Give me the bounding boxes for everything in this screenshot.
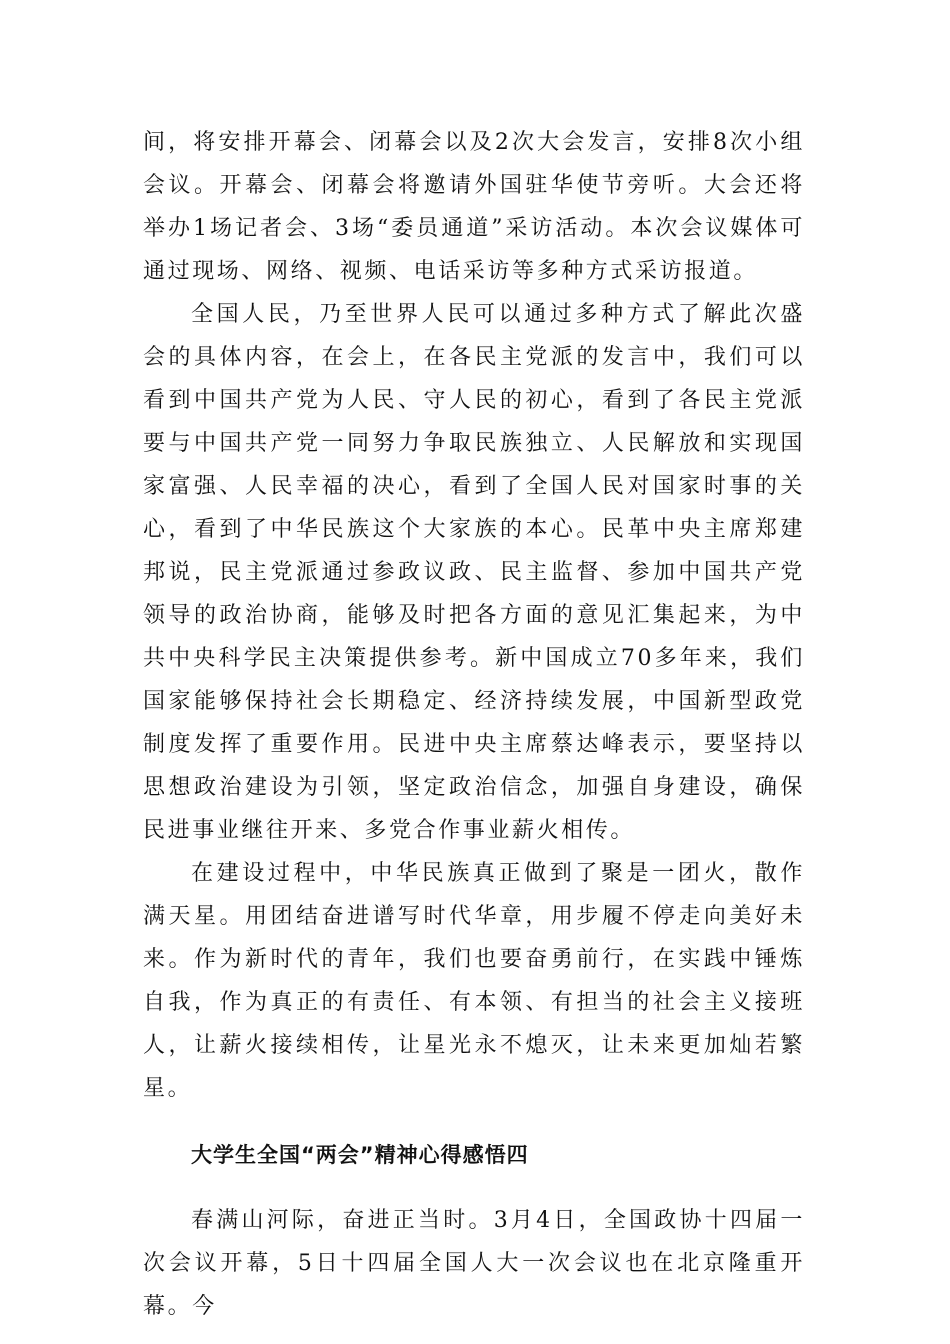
paragraph-section-four: 春满山河际，奋进正当时。3月4日，全国政协十四届一次会议开幕，5日十四届全国人大一次会议也在北京隆重开幕。今 — [143, 1208, 805, 1319]
document-body — [143, 121, 805, 1328]
paragraph-continuation: 间，将安排开幕会、闭幕会以及2次大会发言，安排8次小组会议。开幕会、闭幕会将邀请外国驻华使节旁听。大会还将举办1场记者会、3场“委员通道”采访活动。本次会议媒体可通过现场、网络、视频、电话采访等多种方式采访报道。 — [143, 130, 805, 284]
paragraph-democratic-parties: 全国人民，乃至世界人民可以通过多种方式了解此次盛会的具体内容，在会上，在各民主党派的发言中，我们可以看到中国共产党为人民、守人民的初心，看到了各民主党派要与中国共产党一同努力争取民族独立、人民解放和实现国家富强、人民幸福的决心，看到了全国人民对国家时事的关心，看到了中华民族这个大家族的本心。民革中央主席郑建邦说，民主党派通过参政议政、民主监督、参加中国共产党领导的政治协商，能够及时把各方面的意见汇集起来，为中共中央科学民主决策提供参考。新中国成立70多年来，我们国家能够保持社会长期稳定、经济持续发展，中国新型政党制度发挥了重要作用。民进中央主席蔡达峰表示，要坚持以思想政治建设为引领，坚定政治信念，加强自身建设，确保民进事业继往开来、多党合作事业薪火相传。 — [143, 302, 805, 843]
section-heading: 大学生全国“两会”精神心得感悟四 — [191, 1143, 529, 1167]
paragraph-youth: 在建设过程中，中华民族真正做到了聚是一团火，散作满天星。用团结奋进谱写时代华章，用步履不停走向美好未来。作为新时代的青年，我们也要奋勇前行，在实践中锤炼自我，作为真正的有责任、有本领、有担当的社会主义接班人，让薪火接续相传，让星光永不熄灭，让未来更加灿若繁星。 — [143, 861, 805, 1101]
